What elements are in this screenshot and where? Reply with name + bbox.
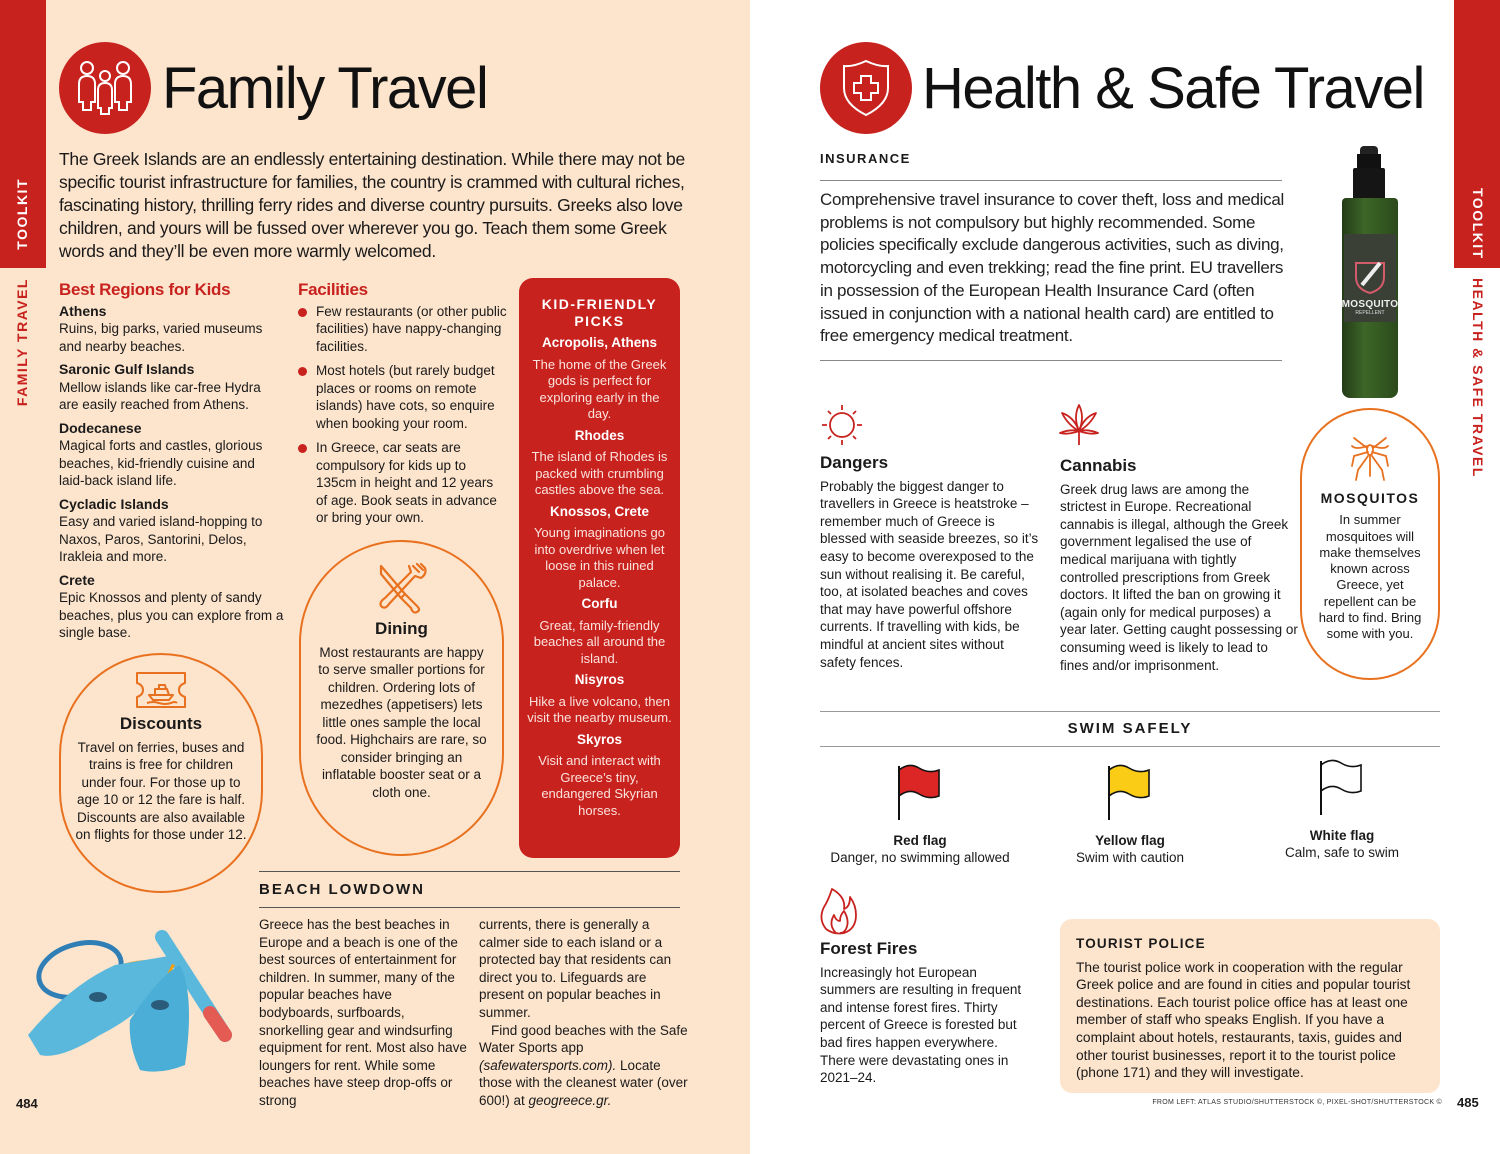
flag-item-yellow xyxy=(1030,762,1230,866)
page-title: Family Travel xyxy=(162,56,488,121)
cannabis-text: Greek drug laws are among the strictest in Europe. Recreational cannabis is illegal, although the Greek government legalised the use of medical marijuana with tightly controlled prescriptions from Greek doctors. It lifted the ban on growing it (again only for medical purposes) a year later. Getting caught possessing or consuming weed is likely to lead to fines and/or imprisonment. xyxy=(1060,481,1298,673)
facility-item: Most hotels (but rarely budget places or rooms on remote islands) have cots, so enquire when booking your room. xyxy=(298,362,508,432)
pick-desc: Great, family-friendly beaches all around the island. xyxy=(533,617,666,666)
page-title: Health & Safe Travel xyxy=(922,56,1424,121)
pick-name: Nisyros xyxy=(574,672,625,687)
pick-name: Corfu xyxy=(581,596,618,611)
mosquito-icon xyxy=(1312,436,1428,482)
region-item xyxy=(59,361,284,414)
dining-card xyxy=(299,540,504,856)
beach-lowdown-para: currents, there is generally a calmer side to each island or a protected bay that residents can direct you to. Lifeguards are present on popular beaches in summer. xyxy=(479,917,672,1020)
dangers-title: Dangers xyxy=(820,453,889,472)
region-desc: Ruins, big parks, varied museums and nearby beaches. xyxy=(59,321,263,354)
facilities-heading: Facilities xyxy=(298,280,368,299)
dining-text: Most restaurants are happy to serve smaller portions for children. Ordering lots of mezedhes (appetisers) lets little ones sample the local food. Highchairs are rare, so consider bringing an inflatable booster seat or a cloth one. xyxy=(316,644,487,800)
region-desc: Mellow islands like car-free Hydra are easily reached from Athens. xyxy=(59,379,261,412)
divider xyxy=(259,871,680,872)
pick-name: Skyros xyxy=(576,731,623,747)
shield-cross-icon xyxy=(820,42,912,134)
page-number: 485 xyxy=(1457,1095,1479,1110)
mosquitos-title: MOSQUITOS xyxy=(1320,490,1420,506)
region-item xyxy=(59,572,284,642)
intro-paragraph: The Greek Islands are an endlessly entertaining destination. While there may not be specific tourist infrastructure for families, the country is crammed with cultural riches, fascinating history, thrilling ferry rides and diverse country pursuits. Greeks also love children, and yours will be fussed over wherever you go. Teach them some Greek words and they’ll be even more warmly welcomed. xyxy=(59,149,685,261)
dining-title: Dining xyxy=(375,619,428,638)
geogreece-link[interactable]: geogreece.gr. xyxy=(528,1092,612,1108)
facilities-list xyxy=(298,303,508,527)
flag-name: White flag xyxy=(1309,828,1375,843)
chapter-tab-label: FAMILY TRAVEL xyxy=(14,278,30,407)
region-name: Athens xyxy=(59,302,107,319)
swim-safely-heading: SWIM SAFELY xyxy=(1067,720,1193,737)
bottle-label: MOSQUITO xyxy=(1341,299,1399,310)
region-name: Cycladic Islands xyxy=(59,495,169,512)
text-span: Find good beaches with the Safe Water Sports app xyxy=(479,1022,688,1056)
region-item xyxy=(59,303,284,356)
region-desc: Epic Knossos and plenty of sandy beaches, plus you can explore from a single base. xyxy=(59,590,284,640)
divider xyxy=(820,746,1440,747)
insurance-heading: INSURANCE xyxy=(820,151,911,166)
sun-icon xyxy=(820,403,864,452)
mosquito-repellent-photo xyxy=(1340,146,1400,402)
facility-item: Few restaurants (or other public facilities) have nappy-changing facilities. xyxy=(298,303,508,356)
forest-fires-section xyxy=(820,940,1030,1087)
yellow-flag-icon xyxy=(1105,762,1155,822)
knife-fork-icon xyxy=(313,560,490,616)
ferry-ticket-icon xyxy=(75,671,247,711)
facilities-section xyxy=(298,281,508,534)
flame-icon xyxy=(818,887,860,940)
beach-lowdown-heading: BEACH LOWDOWN xyxy=(259,881,425,898)
beach-lowdown-col2 xyxy=(479,916,689,1110)
pick-desc: The island of Rhodes is packed with crumbling castles above the sea. xyxy=(531,449,668,497)
discounts-card xyxy=(59,653,263,893)
kid-friendly-picks-box xyxy=(519,278,680,858)
safewatersports-link[interactable]: (safewatersports.com). xyxy=(479,1057,617,1073)
divider xyxy=(259,907,680,908)
pick-desc: The home of the Greek gods is perfect for exploring early in the day. xyxy=(532,356,667,421)
region-desc: Easy and varied island-hopping to Naxos, Paros, Santorini, Delos, Irakleia and more. xyxy=(59,514,263,564)
cannabis-section xyxy=(1060,457,1298,674)
flag-item-white xyxy=(1242,757,1442,861)
pick-desc: Visit and interact with Greece’s tiny, endangered Skyrian horses. xyxy=(538,753,661,818)
region-desc: Magical forts and castles, glorious beaches, kid-friendly cuisine and laid-back island life. xyxy=(59,438,263,488)
best-regions-section xyxy=(59,281,284,648)
picks-heading: KID-FRIENDLY PICKS xyxy=(541,296,658,329)
red-flag-icon xyxy=(895,762,945,822)
region-name: Saronic Gulf Islands xyxy=(59,361,195,377)
pick-desc: Young imaginations go into overdrive when let loose in this ruined palace. xyxy=(533,525,666,590)
mosquitos-text: In summer mosquitoes will make themselves known across Greece, yet repellent can be hard to find. Bring some with you. xyxy=(1318,512,1422,642)
region-name: Dodecanese xyxy=(59,419,142,436)
tourist-police-heading: TOURIST POLICE xyxy=(1076,936,1206,951)
divider xyxy=(820,360,1282,361)
toolkit-tab-label: TOOLKIT xyxy=(14,178,30,250)
flag-name: Red flag xyxy=(893,833,947,848)
chapter-tab-label: HEALTH & SAFE TRAVEL xyxy=(1470,278,1486,478)
text-span: Locate those with the cleanest water (over 600!) at xyxy=(479,1057,688,1108)
region-item xyxy=(59,420,284,490)
tourist-police-box xyxy=(1060,919,1440,1093)
white-flag-icon xyxy=(1317,757,1367,817)
flag-desc: Swim with caution xyxy=(1075,850,1185,865)
bottle-sublabel: REPELLENT xyxy=(1355,310,1385,316)
discounts-title: Discounts xyxy=(119,714,203,733)
forest-fires-text: Increasingly hot European summers are resulting in frequent and intense forest fires. Thirty percent of Greece is forested but bad fires happen everywhere. There were devastating ones in 2021–24. xyxy=(820,964,1022,1086)
insurance-text: Comprehensive travel insurance to cover theft, loss and medical problems is not compulsory but highly recommended. Some policies specifically exclude dangerous activities, such as diving, motorcycling and even trekking; read the fine print. EU travellers in possession of the European Health Insurance Card (often issued in conjunction with a national health card) are entitled to free emergency medical treatment. xyxy=(820,190,1284,346)
pick-name: Acropolis, Athens xyxy=(541,335,657,350)
dangers-text: Probably the biggest danger to travellers in Greece is heatstroke – remember much of Greece is blessed with seaside breezes, so it’s easy to become overexposed to the sun without realising it. Be careful, too, at isolated beaches and coves that may have powerful offshore currents. If travelling with kids, be mindful at ancient sites without safety fences. xyxy=(820,478,1039,670)
toolkit-tab[interactable] xyxy=(0,0,46,268)
flag-item-red xyxy=(820,762,1020,866)
flag-desc: Danger, no swimming allowed xyxy=(830,850,1010,865)
photo-credit: FROM LEFT: ATLAS STUDIO/SHUTTERSTOCK ©, PIXEL-SHOT/SHUTTERSTOCK © xyxy=(1152,1099,1442,1106)
dangers-section xyxy=(820,454,1042,671)
region-name: Crete xyxy=(59,571,95,588)
facility-item: In Greece, car seats are compulsory for kids up to 135cm in height and 12 years of age. Book seats in advance or bring your own. xyxy=(298,439,508,527)
toolkit-tab[interactable] xyxy=(1454,0,1500,268)
flag-desc: Calm, safe to swim xyxy=(1284,845,1400,860)
mosquitos-card xyxy=(1300,408,1440,680)
forest-fires-title: Forest Fires xyxy=(820,939,918,958)
region-item xyxy=(59,496,284,566)
beach-lowdown-col1: Greece has the best beaches in Europe and a beach is one of the best sources of entertainment for children. In summer, many of the popular beaches have bodyboards, surfboards, snorkelling gear and windsurfing equipment for rent. Most also have loungers for rent. While some beaches have steep drop-offs or strong xyxy=(259,917,467,1108)
divider xyxy=(820,711,1440,712)
best-regions-heading: Best Regions for Kids xyxy=(59,280,231,299)
family-icon xyxy=(59,42,151,134)
snorkel-fins-photo xyxy=(10,925,240,1085)
beach-lowdown-para xyxy=(479,1022,689,1110)
pick-name: Knossos, Crete xyxy=(549,503,650,519)
cannabis-title: Cannabis xyxy=(1060,456,1137,475)
pick-desc: Hike a live volcano, then visit the nearby museum. xyxy=(527,693,672,725)
tourist-police-text: The tourist police work in cooperation with the regular Greek police and are found in cities and popular tourist destinations. Each tourist police office has at least one member of staff who speaks English. If you have a complaint about hotels, restaurants, taxis, guides and other tourist businesses, report it to the tourist police (phone 171) and they will investigate. xyxy=(1076,959,1411,1081)
discounts-text: Travel on ferries, buses and trains is free for children under four. For those up to age 10 or 12 the fare is half. Discounts are also available on flights for those under 12. xyxy=(75,739,247,842)
cannabis-leaf-icon xyxy=(1058,403,1100,452)
divider xyxy=(820,180,1282,181)
flag-name: Yellow flag xyxy=(1095,833,1165,848)
pick-name: Rhodes xyxy=(574,427,625,443)
mosquito-label-icon xyxy=(1352,255,1388,295)
toolkit-tab-label: TOOLKIT xyxy=(1470,188,1486,260)
page-number: 484 xyxy=(16,1096,38,1111)
